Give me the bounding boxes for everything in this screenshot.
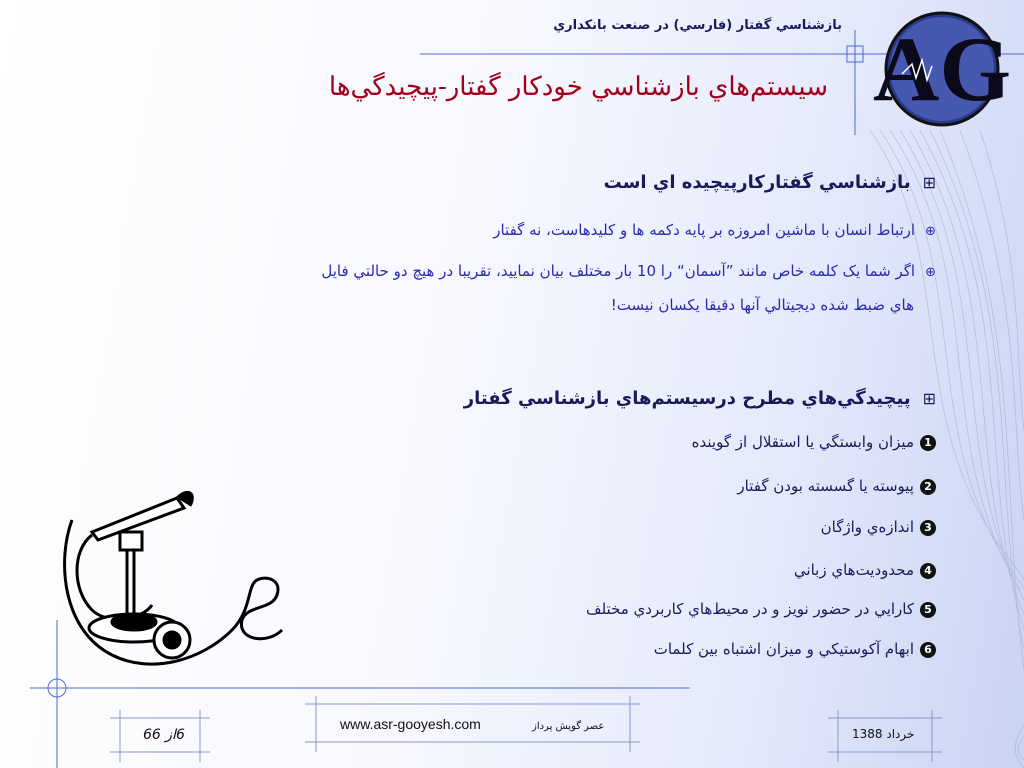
footer-boxes (110, 696, 942, 762)
list-item-text: اگر شما يک کلمه خاص مانند ”آسمان“ را 10 بار مختلف بيان نماييد، تقريبا در هيچ دو حالتي فايل (321, 262, 916, 280)
numbered-item-text: محدوديت‌هاي زباني (793, 561, 914, 579)
numbered-item (737, 477, 936, 495)
numbered-item (692, 433, 936, 451)
section-heading-1 (604, 172, 936, 193)
number-badge: 1 (920, 435, 936, 451)
numbered-item-text: اندازه‌ي واژگان (820, 518, 914, 536)
page-number: 6از 66 (143, 727, 185, 743)
footer-company: عصر گويش پرداز (532, 721, 605, 732)
footer-date: خرداد 1388 (852, 727, 915, 741)
number-badge: 2 (920, 479, 936, 495)
numbered-item (654, 640, 936, 658)
bullet-square-icon: ⊞ (922, 389, 936, 408)
list-item (321, 255, 936, 289)
section-heading-2 (464, 388, 936, 409)
number-badge: 4 (920, 563, 936, 579)
numbered-item-text: كارايي در حضور نويز و در محيط‌هاي كاربردي مختلف (586, 600, 914, 618)
bullet-cross-icon: ⊕ (925, 265, 936, 280)
numbered-item (794, 561, 936, 579)
list-item-text: ارتباط انسان با ماشين امروزه بر پايه دكمه ها و كليدهاست، نه گفتار (493, 221, 916, 239)
numbered-item-text: پيوسته يا گسسته بودن گفتار (737, 477, 914, 495)
number-badge: 3 (920, 520, 936, 536)
section-heading-text: بازشناسي گفتاركارپيچيده اي است (603, 172, 911, 193)
list-item-continuation: هاي ضبط شده ديجيتالي آنها دقيقا يكسان نيست! (610, 296, 914, 314)
numbered-item-text: ابهام آكوستيكي و ميزان اشتباه بين كلمات (653, 640, 914, 658)
bullet-square-icon: ⊞ (922, 173, 936, 192)
course-title: بازشناسي گفتار (فارسي) در صنعت بانكداري (553, 18, 842, 33)
slide-title: سيستم‌هاي بازشناسي خودكار گفتار-پيچيدگي‌ها (328, 72, 828, 102)
microphone-icon (52, 480, 302, 690)
logo-letters: AG (873, 18, 1011, 120)
numbered-item-text: ميزان وابستگي يا استقلال از گوينده (691, 433, 914, 451)
numbered-item (821, 518, 936, 536)
bullet-cross-icon: ⊕ (925, 224, 936, 239)
numbered-item (586, 600, 936, 618)
number-badge: 5 (920, 602, 936, 618)
section-heading-text: پيچيدگي‌هاي مطرح درسيستم‌هاي بازشناسي گفتار (463, 388, 911, 409)
footer-url[interactable]: www.asr-gooyesh.com (340, 716, 481, 732)
number-badge: 6 (920, 642, 936, 658)
list-item (493, 214, 936, 248)
company-logo (872, 4, 1012, 134)
